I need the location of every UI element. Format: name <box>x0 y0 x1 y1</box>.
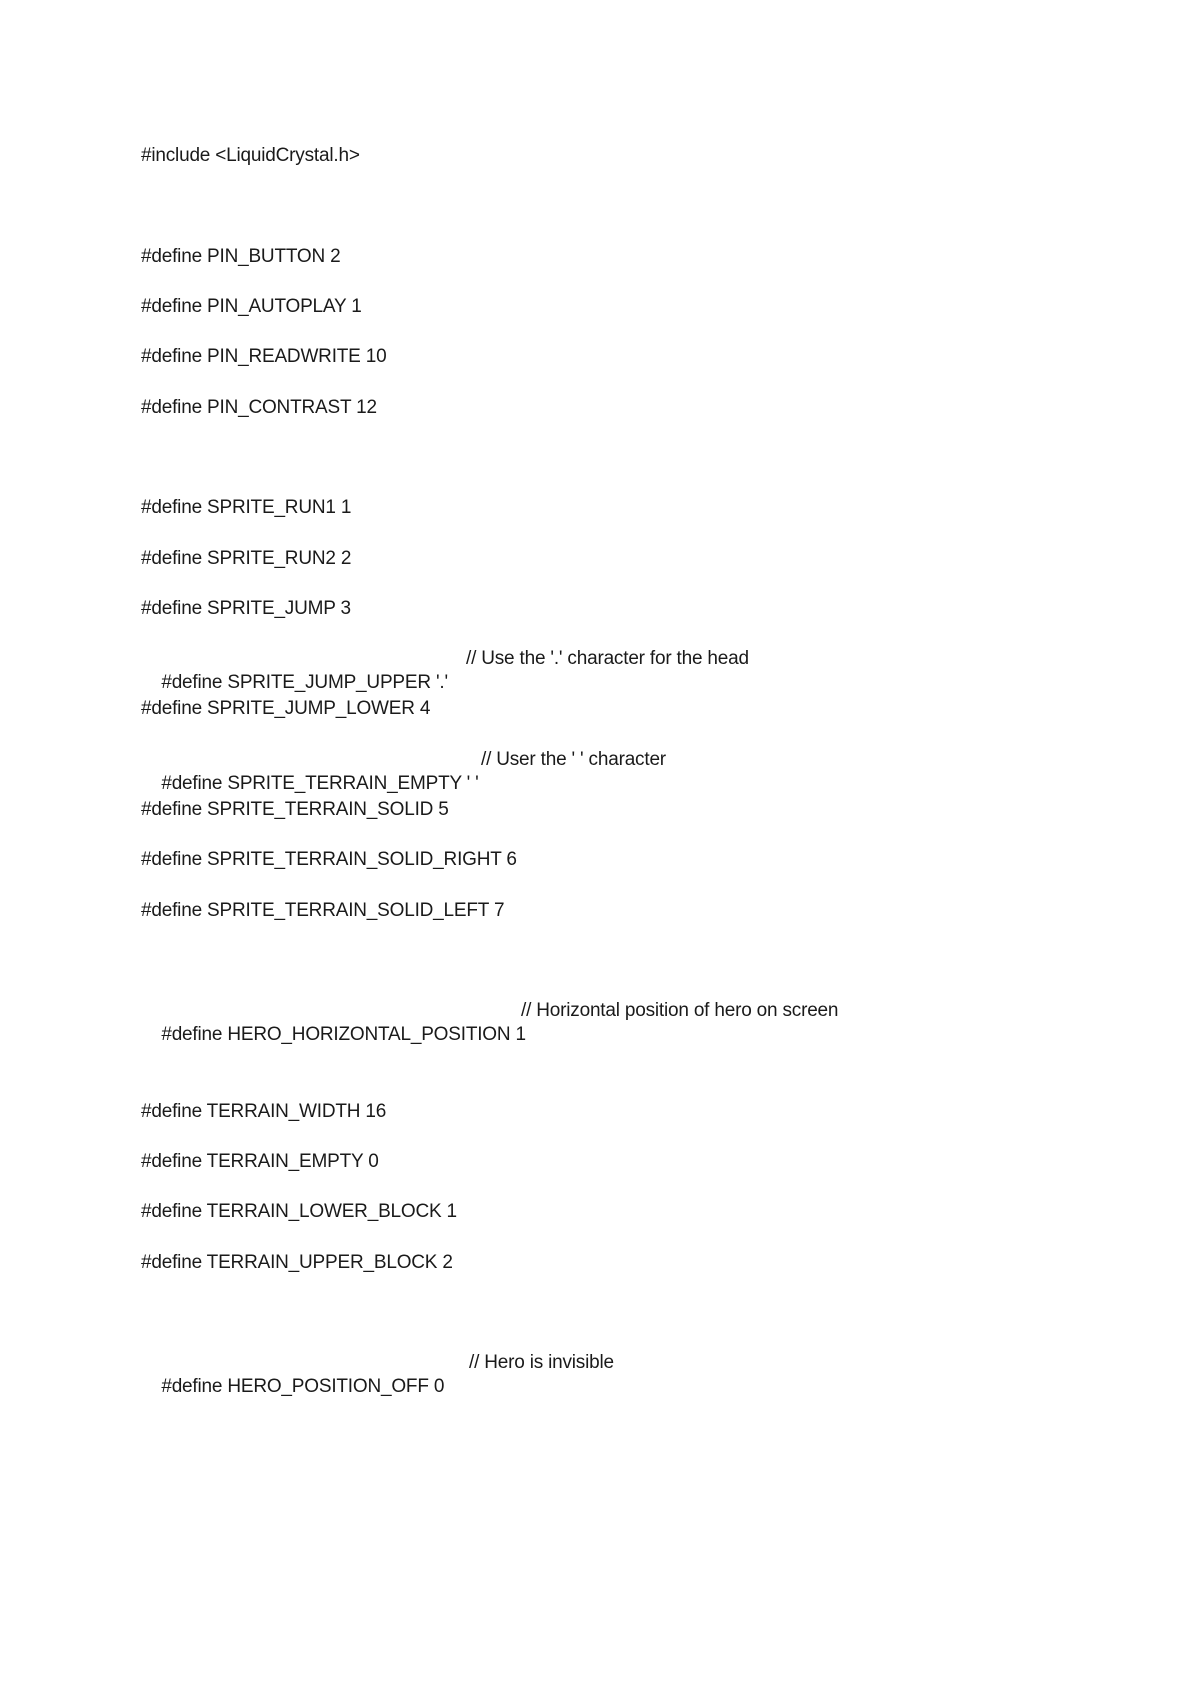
code-text: #define SPRITE_RUN2 2 <box>141 548 352 569</box>
code-line <box>141 899 504 923</box>
code-line <box>141 547 351 571</box>
code-text: #define SPRITE_JUMP_UPPER '.' <box>161 672 448 693</box>
code-line <box>141 748 666 844</box>
code-text: #define HERO_POSITION_OFF 0 <box>161 1376 445 1397</box>
code-line <box>141 1251 453 1275</box>
code-text: #define HERO_HORIZONTAL_POSITION 1 <box>161 1024 526 1045</box>
code-line <box>141 999 839 1095</box>
code-comment: // Use the '.' character for the head <box>466 648 749 669</box>
code-text: #define PIN_CONTRAST 12 <box>141 397 377 418</box>
code-line <box>141 295 362 319</box>
code-line <box>141 697 430 721</box>
code-line <box>141 647 749 743</box>
code-line <box>141 597 351 621</box>
code-text: #include <LiquidCrystal.h> <box>141 145 360 166</box>
code-text: #define SPRITE_TERRAIN_EMPTY ' ' <box>161 773 479 794</box>
code-line <box>141 496 351 520</box>
code-text: #define PIN_READWRITE 10 <box>141 346 387 367</box>
code-line <box>141 144 360 168</box>
code-text: #define SPRITE_JUMP 3 <box>141 598 351 619</box>
code-line <box>141 345 386 369</box>
code-line <box>141 245 340 269</box>
code-text: #define TERRAIN_UPPER_BLOCK 2 <box>141 1252 453 1273</box>
code-line <box>141 848 517 872</box>
code-line <box>141 1200 457 1224</box>
code-text: #define SPRITE_JUMP_LOWER 4 <box>141 698 431 719</box>
code-comment: // User the ' ' character <box>481 749 666 770</box>
code-text: #define SPRITE_TERRAIN_SOLID_LEFT 7 <box>141 900 505 921</box>
code-line <box>141 798 449 822</box>
code-line <box>141 1150 379 1174</box>
code-comment: // Horizontal position of hero on screen <box>521 1000 839 1021</box>
code-text: #define TERRAIN_LOWER_BLOCK 1 <box>141 1201 457 1222</box>
code-text: #define SPRITE_TERRAIN_SOLID_RIGHT 6 <box>141 849 517 870</box>
code-line <box>141 1351 614 1447</box>
code-text: #define SPRITE_RUN1 1 <box>141 497 352 518</box>
code-text: #define TERRAIN_EMPTY 0 <box>141 1151 379 1172</box>
code-text: #define PIN_AUTOPLAY 1 <box>141 296 362 317</box>
code-text: #define PIN_BUTTON 2 <box>141 246 341 267</box>
code-text: #define SPRITE_TERRAIN_SOLID 5 <box>141 799 449 820</box>
code-text: #define TERRAIN_WIDTH 16 <box>141 1101 387 1122</box>
code-line <box>141 1100 386 1124</box>
code-comment: // Hero is invisible <box>469 1352 614 1373</box>
code-line <box>141 396 377 420</box>
